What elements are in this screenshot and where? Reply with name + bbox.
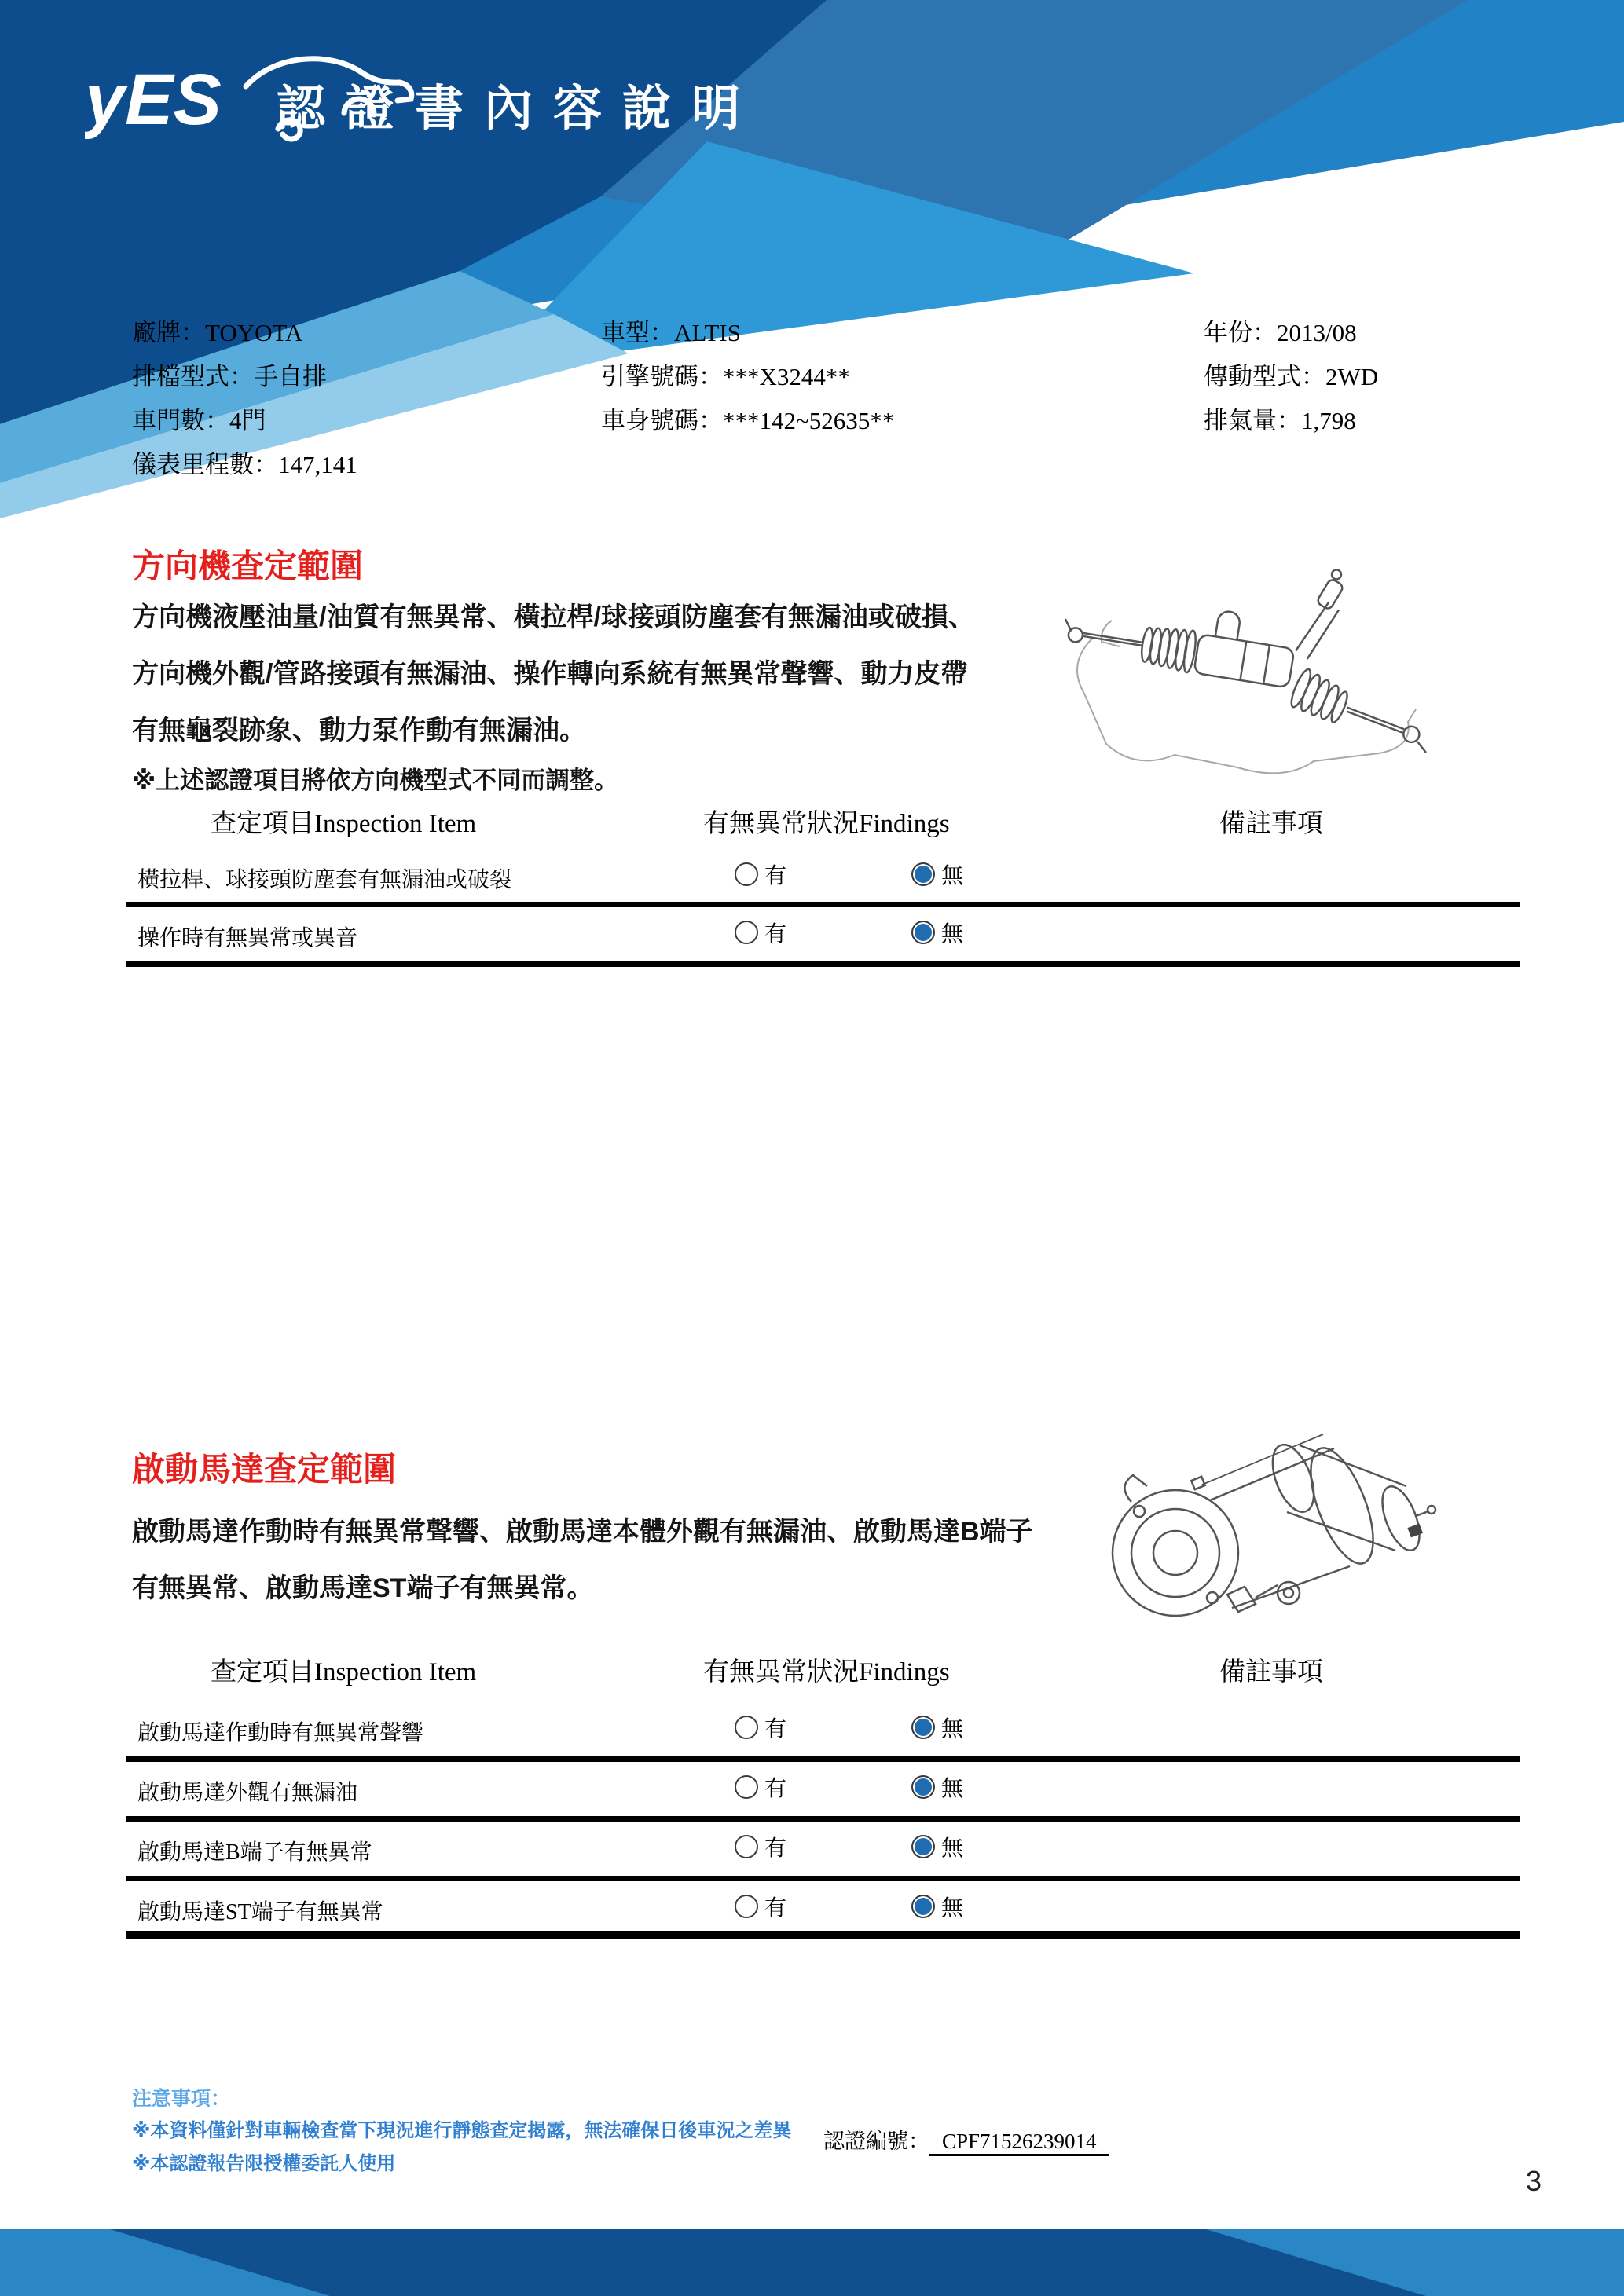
- t1-header-finding: 有無異常狀況Findings: [703, 810, 950, 838]
- starter-motor-illustration: [1091, 1400, 1468, 1647]
- radio-label: 有: [764, 864, 787, 888]
- radio-circle-filled[interactable]: [911, 1775, 935, 1799]
- vehicle-mileage: 儀表里程數：147,141: [132, 451, 357, 478]
- t1-row2-item: 操作時有無異常或異音: [137, 926, 358, 950]
- vehicle-year: 年份：2013/08: [1204, 319, 1357, 346]
- t2-row1-radio-yes[interactable]: [735, 1712, 786, 1743]
- radio-circle-empty[interactable]: [735, 1835, 758, 1858]
- table-divider: [126, 961, 1520, 967]
- t2-row4-radio-no[interactable]: [911, 1891, 963, 1922]
- t2-row4-item: 啟動馬達ST端子有無異常: [137, 1900, 383, 1924]
- radio-label: 有: [764, 1777, 787, 1801]
- certificate-number: CPF71526239014: [929, 2129, 1109, 2156]
- t2-header-finding: 有無異常狀況Findings: [703, 1658, 950, 1686]
- certificate-number-line: [823, 2124, 1109, 2156]
- t2-row2-item: 啟動馬達外觀有無漏油: [137, 1781, 358, 1805]
- t1-row1-radio-yes[interactable]: [735, 859, 786, 890]
- vehicle-drivetrain: 傳動型式：2WD: [1204, 363, 1379, 390]
- table-divider: [126, 1816, 1520, 1822]
- t1-row2-radio-no[interactable]: [911, 917, 963, 948]
- radio-label: 無: [941, 864, 964, 888]
- page-title: 認證書內容說明: [277, 82, 761, 136]
- steering-desc-line: 有無龜裂跡象、動力泵作動有無漏油。: [132, 716, 586, 745]
- table-divider: [126, 1876, 1520, 1881]
- t1-header-item: 查定項目Inspection Item: [211, 810, 477, 838]
- radio-label: 有: [764, 1836, 787, 1861]
- section-starter-title: 啟動馬達查定範圍: [132, 1451, 397, 1488]
- vehicle-brand: 廠牌：TOYOTA: [132, 319, 303, 346]
- radio-circle-filled[interactable]: [911, 1835, 935, 1858]
- radio-label: 無: [941, 1836, 964, 1861]
- t1-row2-radio-yes[interactable]: [735, 917, 786, 948]
- table-divider: [126, 902, 1520, 907]
- vehicle-doors: 車門數：4門: [132, 407, 266, 434]
- certificate-number-label: 認證編號：: [823, 2129, 929, 2153]
- vehicle-displacement: 排氣量：1,798: [1204, 407, 1356, 434]
- vehicle-vin: 車身號碼：***142~52635**: [601, 407, 895, 434]
- t2-header-item: 查定項目Inspection Item: [211, 1658, 477, 1686]
- steering-desc-line: 方向機外觀/管路接頭有無漏油、操作轉向系統有無異常聲響、動力皮帶: [132, 659, 968, 689]
- vehicle-engine-no: 引擎號碼：***X3244**: [601, 363, 850, 390]
- table-divider: [126, 1756, 1520, 1762]
- steering-desc-note: ※上述認證項目將依方向機型式不同而調整。: [132, 767, 619, 794]
- t2-header-remark: 備註事項: [1219, 1658, 1323, 1686]
- radio-circle-empty[interactable]: [735, 1716, 758, 1739]
- radio-circle-empty[interactable]: [735, 862, 758, 886]
- t1-header-remark: 備註事項: [1219, 810, 1323, 838]
- radio-circle-filled[interactable]: [911, 921, 935, 944]
- radio-circle-filled[interactable]: [911, 1895, 935, 1918]
- t2-row1-radio-no[interactable]: [911, 1712, 963, 1743]
- vehicle-transmission: 排檔型式：手自排: [132, 363, 327, 390]
- radio-label: 無: [941, 1896, 964, 1921]
- radio-label: 無: [941, 922, 964, 947]
- page-number: 3: [1526, 2165, 1542, 2197]
- t2-row4-radio-yes[interactable]: [735, 1891, 786, 1922]
- table-divider: [126, 1931, 1520, 1939]
- radio-label: 無: [941, 1717, 964, 1741]
- t1-row1-item: 橫拉桿、球接頭防塵套有無漏油或破裂: [137, 868, 512, 892]
- t2-row3-radio-no[interactable]: [911, 1831, 963, 1862]
- section-steering-title: 方向機查定範圍: [132, 547, 364, 584]
- radio-circle-empty[interactable]: [735, 1895, 758, 1918]
- t2-row3-item: 啟動馬達B端子有無異常: [137, 1840, 372, 1865]
- steering-rack-illustration: [1045, 546, 1473, 782]
- radio-label: 有: [764, 1717, 787, 1741]
- footer-band: [0, 2229, 1624, 2296]
- radio-label: 有: [764, 922, 787, 947]
- footer-note: ※本認證報告限授權委託人使用: [132, 2153, 396, 2174]
- starter-desc-line: 啟動馬達作動時有無異常聲響、啟動馬達本體外觀有無漏油、啟動馬達B端子: [132, 1517, 1033, 1547]
- t1-row1-radio-no[interactable]: [911, 859, 963, 890]
- radio-circle-filled[interactable]: [911, 1716, 935, 1739]
- radio-circle-empty[interactable]: [735, 1775, 758, 1799]
- footer-notice-title: 注意事項：: [132, 2088, 231, 2110]
- t2-row2-radio-no[interactable]: [911, 1771, 963, 1803]
- t2-row1-item: 啟動馬達作動時有無異常聲響: [137, 1721, 424, 1745]
- starter-desc-line: 有無異常、啟動馬達ST端子有無異常。: [132, 1573, 594, 1603]
- radio-label: 無: [941, 1777, 964, 1801]
- steering-desc-line: 方向機液壓油量/油質有無異常、橫拉桿/球接頭防塵套有無漏油或破損、: [132, 602, 975, 632]
- t2-row2-radio-yes[interactable]: [735, 1771, 786, 1803]
- radio-circle-empty[interactable]: [735, 921, 758, 944]
- yes-logo-text: yES: [85, 60, 222, 140]
- t2-row3-radio-yes[interactable]: [735, 1831, 786, 1862]
- radio-label: 有: [764, 1896, 787, 1921]
- vehicle-model: 車型：ALTIS: [601, 319, 741, 346]
- radio-circle-filled[interactable]: [911, 862, 935, 886]
- footer-note: ※本資料僅針對車輛檢查當下現況進行靜態查定揭露，無法確保日後車況之差異: [132, 2120, 792, 2141]
